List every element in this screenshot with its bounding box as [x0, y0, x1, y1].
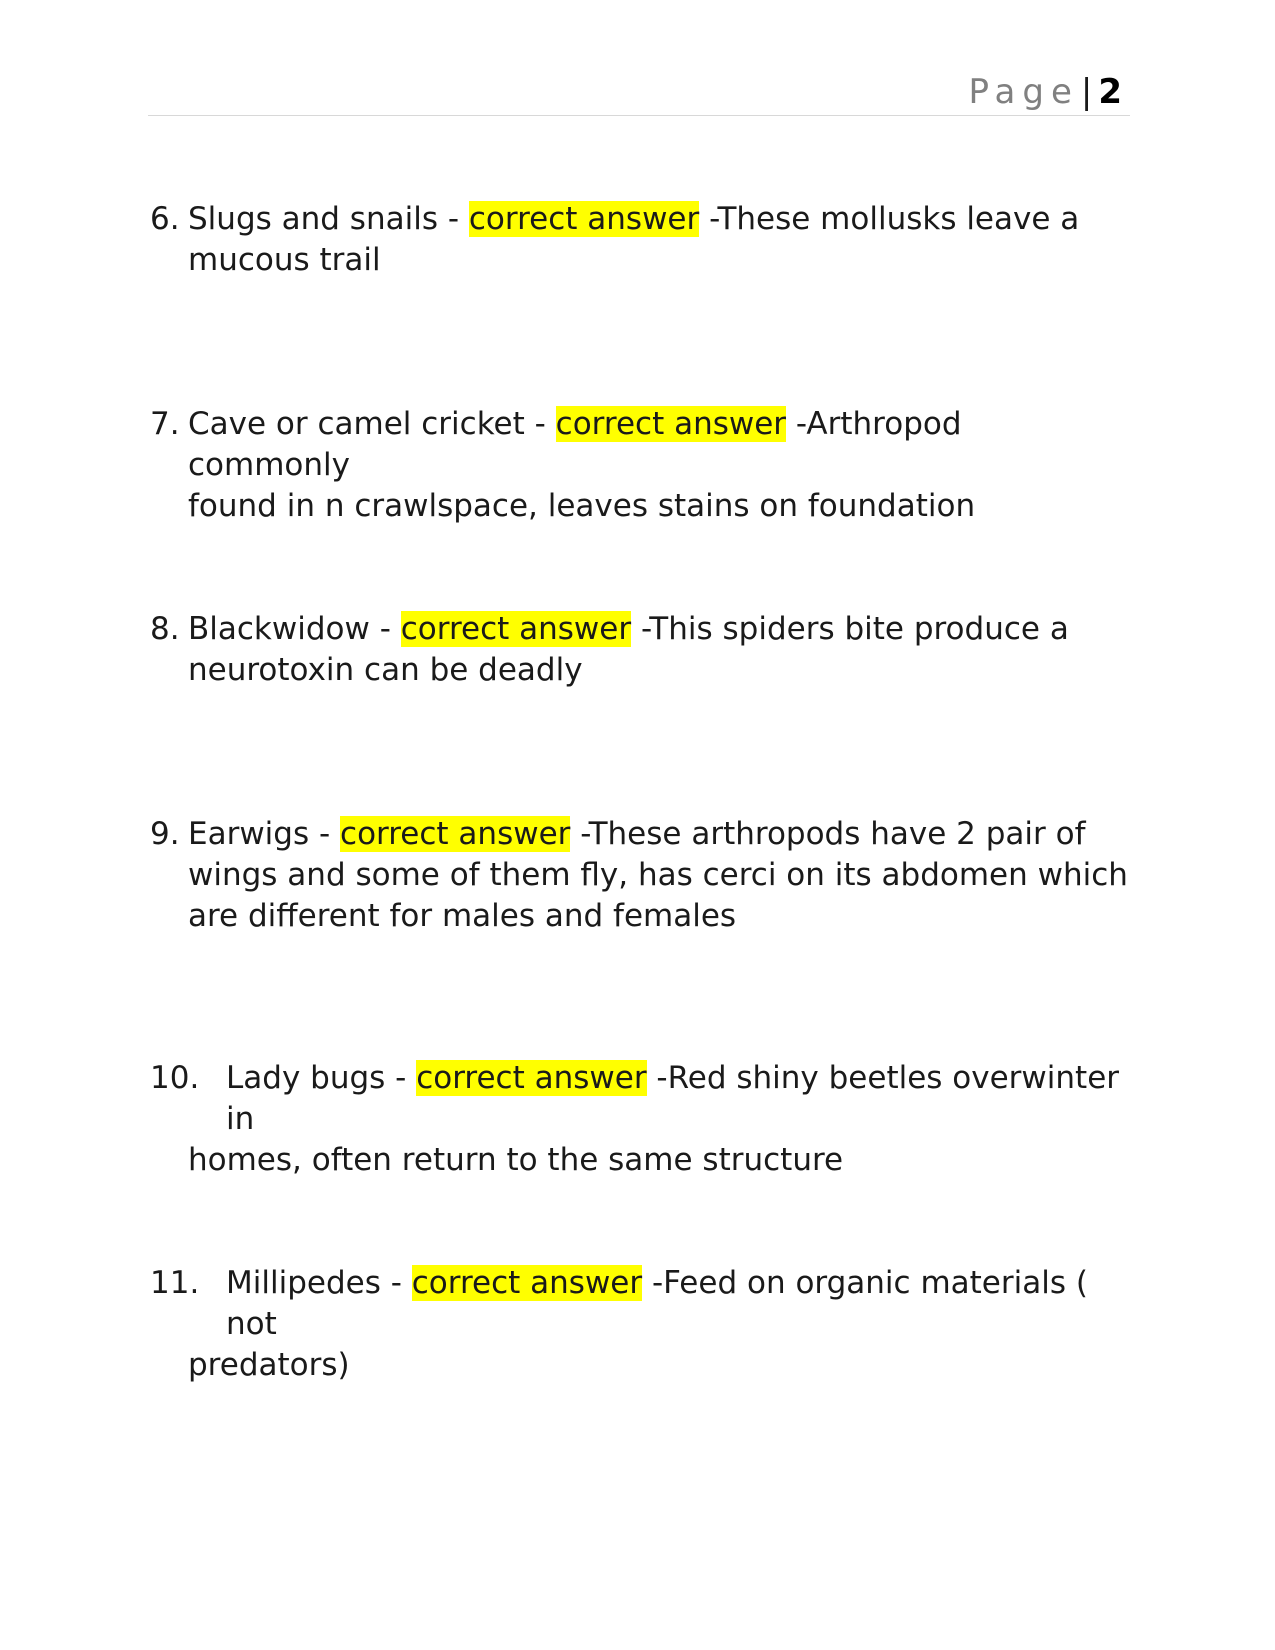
item-definition: -Red shiny beetles overwinter in — [226, 1060, 1120, 1137]
item-definition-cont: are different for males and females — [188, 898, 737, 934]
item-term: Earwigs - — [188, 816, 341, 852]
item-definition: -These mollusks leave a — [699, 201, 1080, 237]
page-number: 2 — [1098, 72, 1122, 112]
list-item — [150, 609, 1130, 691]
item-definition: -Feed on organic materials ( not — [226, 1265, 1088, 1342]
item-definition: -These arthropods have 2 pair of — [570, 816, 1086, 852]
answer-tag-highlight: correct answer — [468, 201, 700, 237]
item-number: 7. — [150, 406, 180, 442]
answer-tag-highlight: correct answer — [400, 611, 632, 647]
item-definition-cont: mucous trail — [188, 242, 381, 278]
item-definition: -Arthropod commonly — [188, 406, 962, 483]
item-term: Slugs and snails - — [188, 201, 469, 237]
list-item — [150, 1263, 1130, 1386]
page-separator: | — [1080, 72, 1093, 112]
item-term: Millipedes - — [226, 1265, 412, 1301]
answer-tag-highlight: correct answer — [555, 406, 787, 442]
item-number: 11. — [150, 1265, 200, 1301]
item-definition-cont: neurotoxin can be deadly — [188, 652, 583, 688]
item-term: Blackwidow - — [188, 611, 401, 647]
item-number: 6. — [150, 201, 180, 237]
list-item — [150, 814, 1130, 937]
item-number: 10. — [150, 1060, 200, 1096]
list-item — [150, 199, 1130, 281]
item-number: 8. — [150, 611, 180, 647]
item-number: 9. — [150, 816, 180, 852]
page-header — [969, 72, 1122, 112]
item-definition-cont: wings and some of them fly, has cerci on its abdomen which — [188, 857, 1128, 893]
item-definition: -This spiders bite produce a — [631, 611, 1069, 647]
page-label: Page — [968, 72, 1079, 112]
list-item — [150, 404, 1130, 527]
item-term: Cave or camel cricket - — [188, 406, 556, 442]
item-definition-cont: homes, often return to the same structure — [188, 1142, 844, 1178]
list-item — [150, 1058, 1130, 1181]
answer-tag-highlight: correct answer — [416, 1060, 647, 1096]
header-rule — [148, 115, 1130, 116]
item-term: Lady bugs - — [226, 1060, 417, 1096]
item-definition-cont: predators) — [188, 1347, 350, 1383]
answer-tag-highlight: correct answer — [340, 816, 571, 852]
item-definition-cont: found in n crawlspace, leaves stains on foundation — [188, 488, 976, 524]
answer-tag-highlight: correct answer — [411, 1265, 643, 1301]
